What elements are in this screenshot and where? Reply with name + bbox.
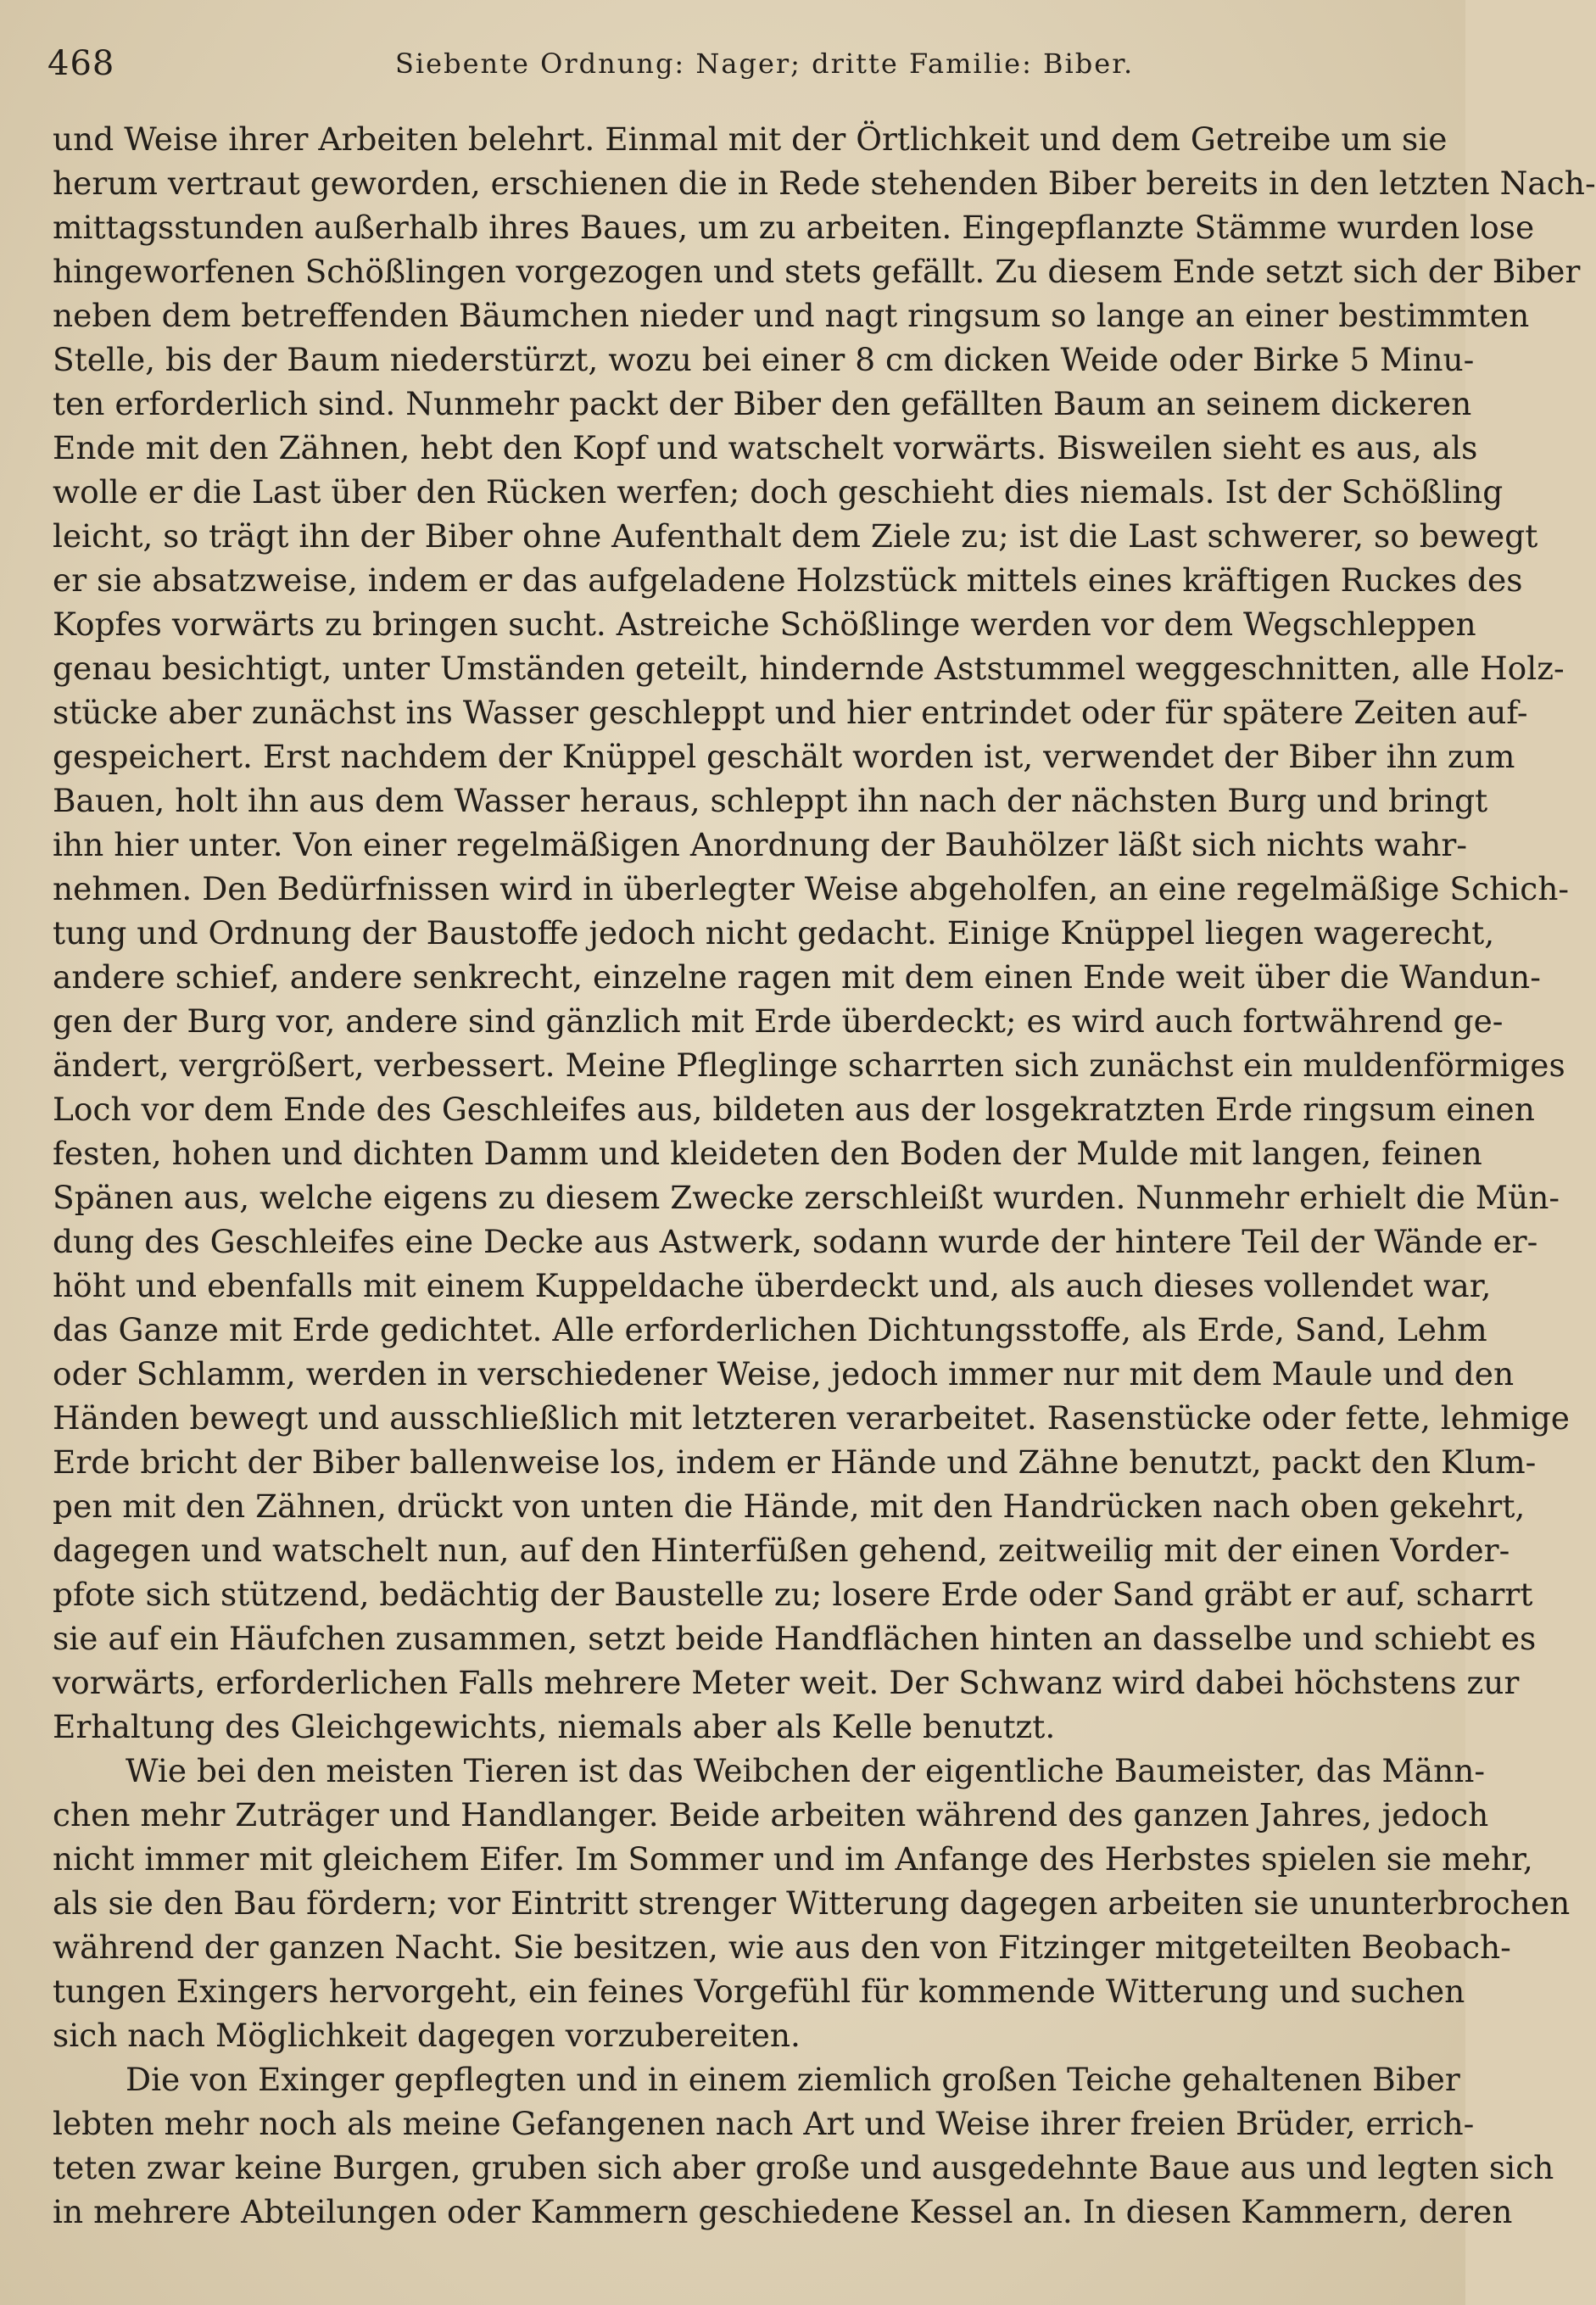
text-line: als sie den Bau fördern; vor Eintritt strenger Witterung dagegen arbeiten sie ununterbrochen bbox=[53, 1884, 1571, 1922]
body-text bbox=[53, 117, 1596, 2234]
paragraph bbox=[53, 1749, 1571, 2057]
text-line: neben dem betreffenden Bäumchen nieder und nagt ringsum so lange an einer bestimmten bbox=[53, 297, 1530, 334]
text-line: nehmen. Den Bedürfnissen wird in überlegter Weise abgeholfen, an eine regelmäßige Schich- bbox=[53, 870, 1570, 907]
text-line: pen mit den Zähnen, drückt von unten die Hände, mit den Handrücken nach oben gekehrt, bbox=[53, 1487, 1526, 1525]
paragraph bbox=[53, 117, 1596, 1749]
text-line: oder Schlamm, werden in verschiedener Weise, jedoch immer nur mit dem Maule und den bbox=[53, 1355, 1515, 1392]
text-line: lebten mehr noch als meine Gefangenen nach Art und Weise ihrer freien Brüder, errich- bbox=[53, 2105, 1475, 2142]
text-line: ihn hier unter. Von einer regelmäßigen Anordnung der Bauhölzer läßt sich nichts wahr- bbox=[53, 826, 1467, 863]
running-head: Siebente Ordnung: Nager; dritte Familie: Biber. bbox=[395, 47, 1135, 80]
page-number: 468 bbox=[47, 44, 115, 83]
text-line: leicht, so trägt ihn der Biber ohne Aufenthalt dem Ziele zu; ist die Last schwerer, so bewegt bbox=[53, 517, 1538, 555]
text-line: während der ganzen Nacht. Sie besitzen, wie aus den von Fitzinger mitgeteilten Beobach- bbox=[53, 1928, 1511, 1966]
text-line: in mehrere Abteilungen oder Kammern geschiedene Kessel an. In diesen Kammern, deren bbox=[53, 2193, 1513, 2230]
text-line: ten erforderlich sind. Nunmehr packt der Biber den gefällten Baum an seinem dickeren bbox=[53, 385, 1472, 422]
text-line: genau besichtigt, unter Umständen geteilt, hindernde Aststummel weggeschnitten, alle Holz- bbox=[53, 650, 1565, 687]
text-line: Erde bricht der Biber ballenweise los, indem er Hände und Zähne benutzt, packt den Klum- bbox=[53, 1443, 1537, 1481]
text-line: Händen bewegt und ausschließlich mit letzteren verarbeitet. Rasenstücke oder fette, lehmige bbox=[53, 1399, 1570, 1437]
text-line: dung des Geschleifes eine Decke aus Astwerk, sodann wurde der hintere Teil der Wände er- bbox=[53, 1223, 1538, 1260]
text-line: pfote sich stützend, bedächtig der Baustelle zu; losere Erde oder Sand gräbt er auf, scharrt bbox=[53, 1576, 1533, 1613]
text-line: mittagsstunden außerhalb ihres Baues, um zu arbeiten. Eingepflanzte Stämme wurden lose bbox=[53, 209, 1535, 246]
text-line: gen der Burg vor, andere sind gänzlich mit Erde überdeckt; es wird auch fortwährend ge- bbox=[53, 1002, 1504, 1040]
text-line: und Weise ihrer Arbeiten belehrt. Einmal mit der Örtlichkeit und dem Getreibe um sie bbox=[53, 120, 1448, 158]
text-line: Kopfes vorwärts zu bringen sucht. Astreiche Schößlinge werden vor dem Wegschleppen bbox=[53, 606, 1476, 643]
text-line: teten zwar keine Burgen, gruben sich aber große und ausgedehnte Baue aus und legten sich bbox=[53, 2149, 1554, 2186]
text-line: gespeichert. Erst nachdem der Knüppel geschält worden ist, verwendet der Biber ihn zum bbox=[53, 738, 1515, 775]
paragraph bbox=[53, 2057, 1554, 2234]
text-line: dagegen und watschelt nun, auf den Hinterfüßen gehend, zeitweilig mit der einen Vorder- bbox=[53, 1532, 1510, 1569]
text-line: nicht immer mit gleichem Eifer. Im Sommer und im Anfange des Herbstes spielen sie mehr, bbox=[53, 1840, 1533, 1878]
text-line: Erhaltung des Gleichgewichts, niemals aber als Kelle benutzt. bbox=[53, 1708, 1056, 1745]
text-line: Spänen aus, welche eigens zu diesem Zwecke zerschleißt wurden. Nunmehr erhielt die Mün- bbox=[53, 1179, 1560, 1216]
page-header bbox=[47, 44, 1404, 95]
text-line: Die von Exinger gepflegten und in einem ziemlich großen Teiche gehaltenen Biber bbox=[126, 2061, 1460, 2098]
text-line: tung und Ordnung der Baustoffe jedoch nicht gedacht. Einige Knüppel liegen wagerecht, bbox=[53, 914, 1495, 952]
text-line: Bauen, holt ihn aus dem Wasser heraus, schleppt ihn nach der nächsten Burg und bringt bbox=[53, 782, 1488, 819]
text-line: festen, hohen und dichten Damm und kleideten den Boden der Mulde mit langen, feinen bbox=[53, 1135, 1482, 1172]
text-line: das Ganze mit Erde gedichtet. Alle erforderlichen Dichtungsstoffe, als Erde, Sand, Lehm bbox=[53, 1311, 1487, 1348]
text-line: sich nach Möglichkeit dagegen vorzubereiten. bbox=[53, 2017, 801, 2054]
text-line: höht und ebenfalls mit einem Kuppeldache überdeckt und, als auch dieses vollendet war, bbox=[53, 1267, 1492, 1304]
text-line: Loch vor dem Ende des Geschleifes aus, bildeten aus der losgekratzten Erde ringsum einen bbox=[53, 1091, 1535, 1128]
text-line: stücke aber zunächst ins Wasser geschleppt und hier entrindet oder für spätere Zeiten auf- bbox=[53, 694, 1528, 731]
text-line: chen mehr Zuträger und Handlanger. Beide arbeiten während des ganzen Jahres, jedoch bbox=[53, 1796, 1489, 1833]
text-line: herum vertraut geworden, erschienen die in Rede stehenden Biber bereits in den letzten Nach- bbox=[53, 165, 1596, 202]
text-line: hingeworfenen Schößlingen vorgezogen und stets gefällt. Zu diesem Ende setzt sich der Biber bbox=[53, 253, 1581, 290]
text-line: vorwärts, erforderlichen Falls mehrere Meter weit. Der Schwanz wird dabei höchstens zur bbox=[53, 1664, 1520, 1701]
text-line: Stelle, bis der Baum niederstürzt, wozu bei einer 8 cm dicken Weide oder Birke 5 Minu- bbox=[53, 341, 1475, 378]
text-line: wolle er die Last über den Rücken werfen; doch geschieht dies niemals. Ist der Schößling bbox=[53, 473, 1504, 511]
text-line: er sie absatzweise, indem er das aufgeladene Holzstück mittels eines kräftigen Ruckes des bbox=[53, 561, 1523, 599]
text-line: Wie bei den meisten Tieren ist das Weibchen der eigentliche Baumeister, das Männ- bbox=[126, 1752, 1486, 1789]
text-line: ändert, vergrößert, verbessert. Meine Pfleglinge scharrten sich zunächst ein muldenförmiges bbox=[53, 1046, 1565, 1084]
text-line: sie auf ein Häufchen zusammen, setzt beide Handflächen hinten an dasselbe und schiebt es bbox=[53, 1620, 1537, 1657]
text-line: andere schief, andere senkrecht, einzelne ragen mit dem einen Ende weit über die Wandun- bbox=[53, 958, 1541, 996]
text-line: Ende mit den Zähnen, hebt den Kopf und watschelt vorwärts. Bisweilen sieht es aus, als bbox=[53, 429, 1478, 466]
text-line: tungen Exingers hervorgeht, ein feines Vorgefühl für kommende Witterung und suchen bbox=[53, 1973, 1465, 2010]
